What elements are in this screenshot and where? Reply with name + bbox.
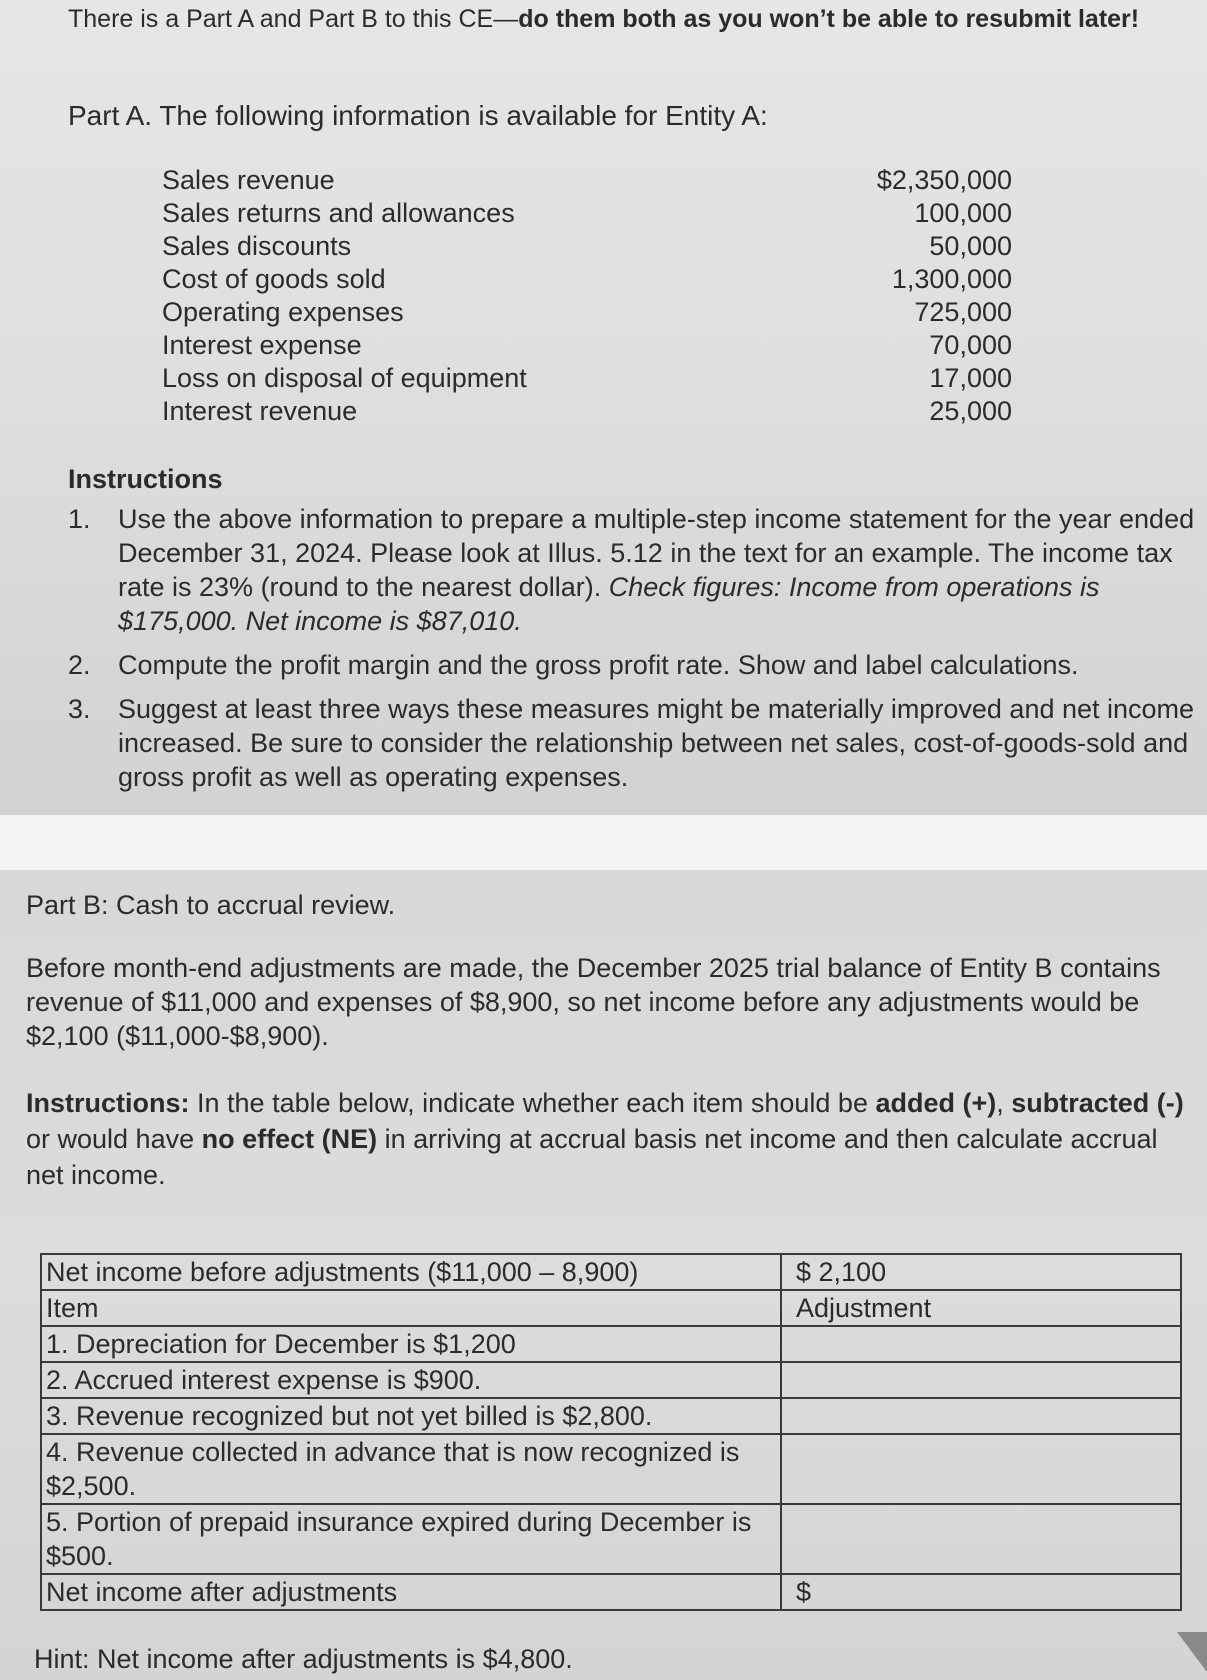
account-row: Sales discounts 50,000 [162, 231, 1012, 261]
table-row: 2. Accrued interest expense is $900. [41, 1362, 1181, 1398]
instructions-list [68, 502, 1198, 804]
table-row: Net income after adjustments $ [41, 1574, 1181, 1610]
adjustment-cell[interactable] [781, 1504, 1181, 1574]
part-a-title: Part A. The following information is available for Entity A: [68, 100, 768, 131]
part-b-description: Before month-end adjustments are made, the December 2025 trial balance of Entity B contains revenue of $11,000 and expenses of $8,900, so net income before any adjustments would be $2,100 ($11,000-$8,900). [26, 953, 1161, 1051]
table-row: 3. Revenue recognized but not yet billed is $2,800. [41, 1398, 1181, 1434]
table-row: 1. Depreciation for December is $1,200 [41, 1326, 1181, 1362]
instructions-heading: Instructions [68, 464, 223, 494]
table-row: 5. Portion of prepaid insurance expired during December is $500. [41, 1504, 1181, 1574]
hint-text: Hint: Net income after adjustments is $4,800. [34, 1644, 573, 1674]
instruction-item: 1. Use the above information to prepare a multiple-step income statement for the year ended December 31, 2024. Please look at Illus. 5.12 in the text for an example. The income tax rate is 23% (round to the nearest dollar). Check figures: Income from operations is $175,000. Net income is $87,010. [68, 504, 1195, 636]
net-income-after-cell[interactable]: $ [781, 1574, 1181, 1610]
account-row: Loss on disposal of equipment 17,000 [162, 363, 1012, 393]
account-row: Interest expense 70,000 [162, 330, 1012, 360]
account-row: Sales returns and allowances 100,000 [162, 198, 1012, 228]
instruction-item: 3. Suggest at least three ways these measures might be materially improved and net income increased. Be sure to consider the relationship between net sales, cost-of-goods-sold and gross profit as well as operating expenses. [68, 694, 1195, 792]
adjustment-cell[interactable] [781, 1362, 1181, 1398]
account-row: Operating expenses 725,000 [162, 297, 1012, 327]
part-b-title: Part B: Cash to accrual review. [26, 890, 396, 920]
account-list [162, 164, 1012, 428]
adjustment-cell[interactable] [781, 1398, 1181, 1434]
resubmit-warning: There is a Part A and Part B to this CE—do them both as you won’t be able to resubmit later! [68, 5, 1140, 33]
table-row: Item Adjustment [41, 1290, 1181, 1326]
account-row: Cost of goods sold 1,300,000 [162, 264, 1012, 294]
adjustment-table [40, 1253, 1182, 1611]
account-row: Sales revenue $2,350,000 [162, 165, 1012, 195]
account-row: Interest revenue 25,000 [162, 396, 1012, 426]
table-row: Net income before adjustments ($11,000 – 8,900) $ 2,100 [41, 1254, 1181, 1290]
part-b-instructions: Instructions: In the table below, indicate whether each item should be added (+), subtracted (-) or would have no effect (NE) in arriving at accrual basis net income and then calculate accrual net income. [26, 1088, 1184, 1190]
table-row: 4. Revenue collected in advance that is now recognized is $2,500. [41, 1434, 1181, 1504]
adjustment-cell[interactable] [781, 1434, 1181, 1504]
photo-divider [0, 815, 1207, 870]
corner-shadow [1177, 1632, 1207, 1672]
adjustment-cell[interactable] [781, 1326, 1181, 1362]
instruction-item: 2. Compute the profit margin and the gross profit rate. Show and label calculations. [68, 650, 1079, 680]
